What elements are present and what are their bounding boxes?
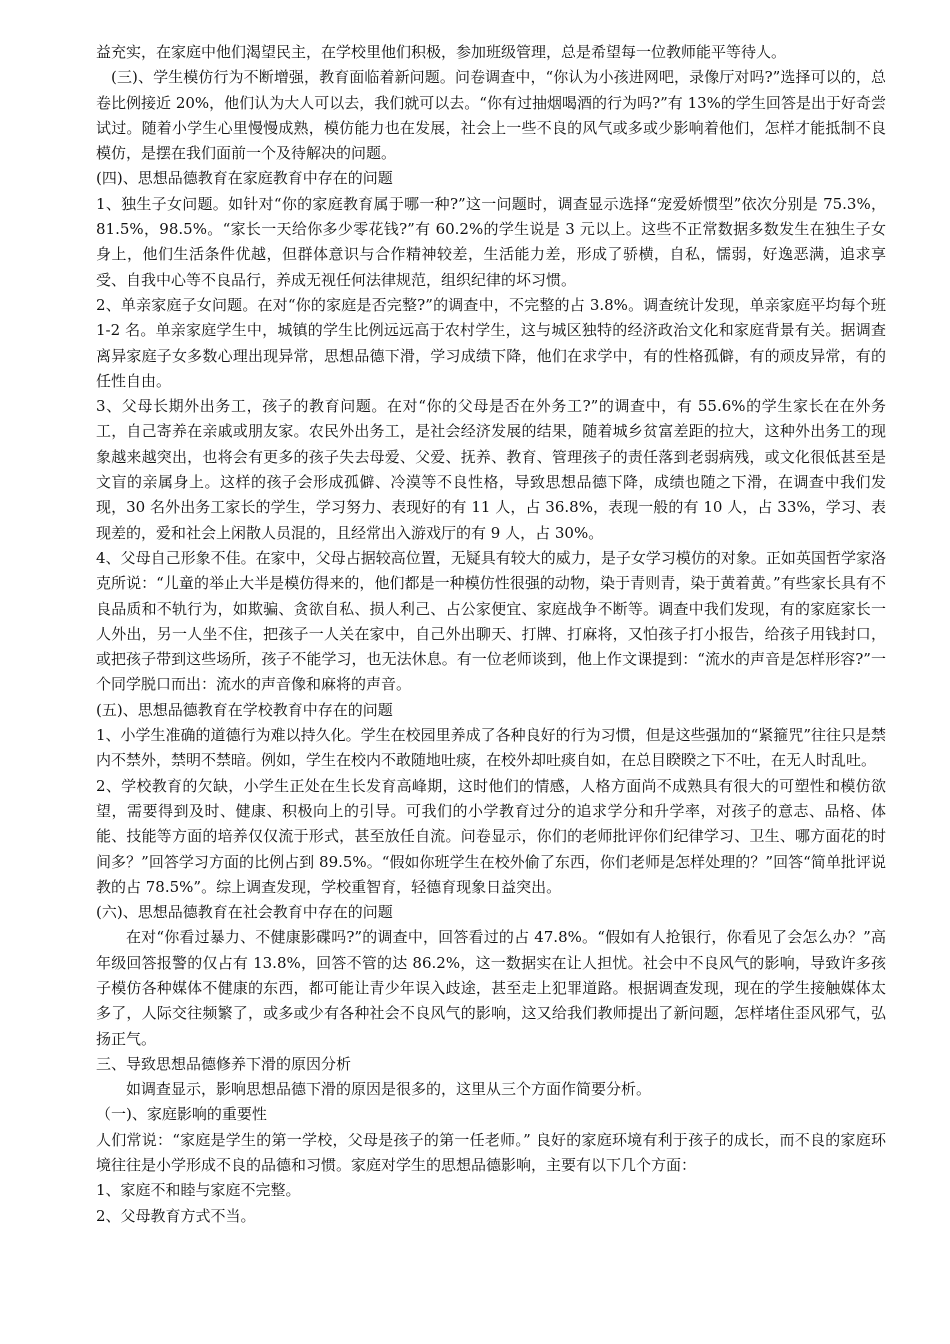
heading-part-3-causes: 三、导致思想品德修养下滑的原因分析 — [96, 1054, 352, 1073]
list-item-parenting-method: 2、父母教育方式不当。 — [96, 1206, 256, 1225]
document-page — [96, 40, 886, 1229]
paragraph-only-child: 1、独生子女问题。如针对“你的家庭教育属于哪一种?”这一问题时，调查显示选择“宠爱娇惯型”依次分别是 75.3%，81.5%，98.5%。“家长一天给你多少零花钱?”有 60.2%的学生说是 3 元以上。这些不正常数据多数发生在独生子女身上，他们生活条件优越，但群体意识与合作精神较差，生活能力差，形成了骄横，自私，懦弱，好逸恶满，追求享受、自我中心等不良品行，养成无视任何法律规范，组织纪律的坏习惯。 — [96, 194, 886, 289]
paragraph-single-parent: 2、单亲家庭子女问题。在对“你的家庭是否完整?”的调查中，不完整的占 3.8%。调查统计发现，单亲家庭平均每个班 1-2 名。单亲家庭学生中，城镇的学生比例远远高于农村学生，这与城区独特的经济政治文化和家庭背景有关。据调查离异家庭子女多数心理出现异常，思想品德下滑，学习成绩下降，他们在求学中，有的性格孤僻，有的顽皮异常，有的任性自由。 — [96, 295, 886, 390]
paragraph-section-3-imitation: (三)、学生模仿行为不断增强，教育面临着新问题。问卷调查中，“你认为小孩进网吧，录像厅对吗?”选择可以的，总卷比例接近 20%，他们认为大人可以去，我们就可以去。“你有过抽烟喝酒的行为吗?”有 13%的学生回答是出于好奇尝试过。随着小学生心里慢慢成熟，模仿能力也在发展，社会上一些不良的风气或多或少影响着他们，怎样才能抵制不良模仿，是摆在我们面前一个及待解决的问题。 — [96, 68, 886, 163]
heading-family-influence: （一)、家庭影响的重要性 — [96, 1105, 267, 1124]
paragraph-family-quote: 人们常说：“家庭是学生的第一学校，父母是孩子的第一任老师。” 良好的家庭环境有利于孩子的成长，而不良的家庭环境往往是小学形成不良的品德和习惯。家庭对学生的思想品德影响，主要有以下几个方面： — [96, 1130, 886, 1175]
heading-section-4-family: (四)、思想品德教育在家庭教育中存在的问题 — [96, 169, 393, 188]
paragraph-society-media: 在对“你看过暴力、不健康影碟吗?”的调查中，回答看过的占 47.8%。“假如有人抢银行，你看见了会怎么办？”高年级回答报警的仅占有 13.8%，回答不管的达 86.2%，这一数据实在让人担忧。社会中不良风气的影响，导致许多孩子模仿各种媒体不健康的东西，都可能让青少年误入歧途，甚至走上犯罪道路。根据调查发现，现在的学生接触媒体太多了，人际交往频繁了，或多或少有各种社会不良风气的影响，这又给我们教师提出了新问题，怎样堵住歪风邪气，弘扬正气。 — [96, 928, 886, 1048]
paragraph-parent-image: 4、父母自己形象不佳。在家中，父母占据较高位置，无疑具有较大的威力，是子女学习模仿的对象。正如英国哲学家洛克所说：“儿童的举止大半是模仿得来的，他们都是一种模仿性很强的动物，染于青则青，染于黄着黄。”有些家长具有不良品质和不轨行为，如欺骗、贪欲自私、损人利己、占公家便宜、家庭战争不断等。调查中我们发现，有的家庭家长一人外出，另一人坐不住，把孩子一人关在家中，自己外出聊天、打牌、打麻将，又怕孩子打小报告，给孩子用钱封口，或把孩子带到这些场所，孩子不能学习，也无法休息。有一位老师谈到，他上作文课提到：“流水的声音是怎样形容?”一个同学脱口而出：流水的声音像和麻将的声音。 — [96, 548, 886, 694]
paragraph-causes-intro: 如调查显示，影响思想品德下滑的原因是很多的，这里从三个方面作简要分析。 — [126, 1080, 652, 1099]
paragraph-school-deficiency: 2、学校教育的欠缺，小学生正处在生长发育高峰期，这时他们的情感，人格方面尚不成熟具有很大的可塑性和模仿欲望，需要得到及时、健康、积极向上的引导。可我们的小学教育过分的追求学分和升学率，对孩子的意志、品格、体能、技能等方面的培养仅仅流于形式，甚至放任自流。问卷显示，你们的老师批评你们纪律学习、卫生、哪方面花的时间多？”回答学习方面的比例占到 89.5%。“假如你班学生在校外偷了东西，你们老师是怎样处理的？”回答“简单批评说教的占 78.5%”。综上调查发现，学校重智育，轻德育现象日益突出。 — [96, 776, 886, 896]
heading-section-5-school: (五)、思想品德教育在学校教育中存在的问题 — [96, 700, 393, 719]
list-item-family-discord: 1、家庭不和睦与家庭不完整。 — [96, 1181, 301, 1200]
paragraph-intro-continuation: 益充实，在家庭中他们渴望民主，在学校里他们积极，参加班级管理，总是希望每一位教师能平等待人。 — [96, 43, 787, 61]
heading-section-6-society: (六)、思想品德教育在社会教育中存在的问题 — [96, 903, 393, 922]
paragraph-moral-behavior: 1、小学生准确的道德行为难以持久化。学生在校园里养成了各种良好的行为习惯，但是这些强加的“紧箍咒”往往只是禁内不禁外，禁明不禁暗。例如，学生在校内不敢随地吐痰，在校外却吐痰自如，在总目睽睽之下不吐，在无人时乱吐。 — [96, 726, 886, 770]
paragraph-migrant-parents: 3、父母长期外出务工，孩子的教育问题。在对“你的父母是否在外务工?”的调查中，有 55.6%的学生家长在在外务工，自己寄养在亲戚或朋友家。农民外出务工，是社会经济发展的结果，随着城乡贫富差距的拉大，这种外出务工的现象越来越突出，也将会有更多的孩子失去母爱、父爱、抚养、教育、管理孩子的责任落到老弱病残，或文化很低甚至是文盲的亲属身上。这样的孩子会形成孤僻、冷漠等不良性格，导致思想品德下降，成绩也随之下滑，在调查中我们发现，30 名外出务工家长的学生，学习努力、表现好的有 11 人，占 36.8%，表现一般的有 10 人，占 33%，学习、表现差的，爱和社会上闲散人员混的，且经常出入游戏厅的有 9 人，占 30%。 — [96, 397, 886, 542]
